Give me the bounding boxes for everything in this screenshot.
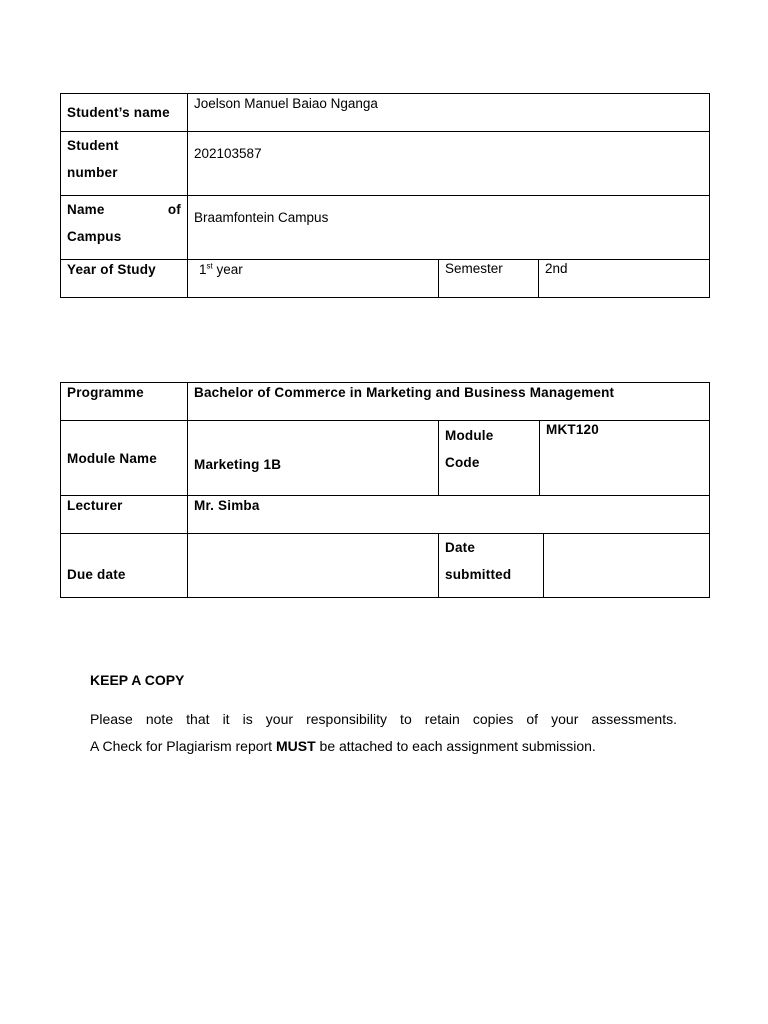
campus-value-cell	[188, 196, 710, 260]
notice-must-emphasis: MUST	[275, 738, 316, 754]
due-date-value-cell	[188, 534, 439, 598]
student-name-label-cell	[61, 94, 188, 132]
lecturer-value-cell	[188, 496, 710, 534]
module-name-value: Marketing 1B	[194, 457, 282, 472]
student-name-label: Student’s name	[67, 105, 170, 120]
student-name-value-cell	[188, 94, 710, 132]
lecturer-label: Lecturer	[67, 498, 123, 513]
campus-label-line1	[67, 196, 181, 223]
module-code-label-line1: Module	[445, 428, 494, 443]
semester-value: 2nd	[545, 261, 568, 276]
year-word: year	[212, 261, 243, 277]
year-label-cell	[61, 260, 188, 298]
keep-a-copy-heading: KEEP A COPY	[90, 672, 185, 688]
module-name-label: Module Name	[67, 450, 157, 466]
student-number-value-cell	[188, 132, 710, 196]
date-submitted-label-line1: Date	[445, 540, 476, 555]
notice-line-2	[90, 733, 677, 760]
student-number-label-line1: Student	[67, 138, 119, 153]
dates-row	[61, 534, 710, 598]
date-submitted-label-cell	[439, 534, 544, 598]
module-code-value-cell	[540, 421, 710, 496]
notice-line-1: Please note that it is your responsibility to retain copies of your assessments.	[90, 711, 677, 727]
semester-label: Semester	[445, 261, 503, 276]
campus-label-word2: of	[167, 202, 181, 217]
year-row	[61, 260, 710, 298]
student-name-value: Joelson Manuel Baiao Nganga	[194, 96, 378, 111]
lecturer-row	[61, 496, 710, 534]
student-number-value: 202103587	[194, 146, 262, 161]
year-label: Year of Study	[67, 262, 156, 277]
student-name-row	[61, 94, 710, 132]
student-number-label-cell	[61, 132, 188, 196]
campus-label-word1: Name	[67, 202, 105, 217]
semester-value-cell	[539, 260, 710, 298]
notice-line-2-end: be attached to each assignment submission.	[315, 738, 596, 754]
date-submitted-value-cell	[544, 534, 710, 598]
module-name-value-cell	[188, 421, 439, 496]
date-submitted-label-line2: submitted	[445, 567, 512, 582]
notice-line-2-start: A Check for Plagiarism report	[90, 738, 276, 754]
campus-label-line2: Campus	[67, 229, 122, 244]
programme-row	[61, 383, 710, 421]
programme-label-cell	[61, 383, 188, 421]
campus-label-cell	[61, 196, 188, 260]
campus-value: Braamfontein Campus	[194, 210, 329, 225]
lecturer-label-cell	[61, 496, 188, 534]
student-number-label-line2: number	[67, 165, 118, 180]
student-number-row	[61, 132, 710, 196]
campus-row	[61, 196, 710, 260]
due-date-label-cell	[61, 534, 188, 598]
module-details-table	[60, 382, 710, 598]
module-code-label-cell	[439, 421, 540, 496]
module-row	[61, 421, 710, 496]
semester-label-cell	[439, 260, 539, 298]
year-value	[199, 262, 243, 277]
programme-label: Programme	[67, 385, 144, 400]
year-value-cell	[188, 260, 439, 298]
module-name-label-cell	[61, 421, 188, 496]
due-date-label: Due date	[67, 567, 126, 582]
module-code-label-line2: Code	[445, 455, 480, 470]
year-ordinal: st	[206, 261, 213, 270]
lecturer-value: Mr. Simba	[194, 498, 260, 513]
programme-value: Bachelor of Commerce in Marketing and Business Management	[194, 385, 615, 400]
module-code-value: MKT120	[546, 422, 599, 437]
year-number: 1	[199, 261, 207, 277]
programme-value-cell	[188, 383, 710, 421]
student-details-table	[60, 93, 710, 298]
notice-paragraph	[90, 706, 677, 760]
